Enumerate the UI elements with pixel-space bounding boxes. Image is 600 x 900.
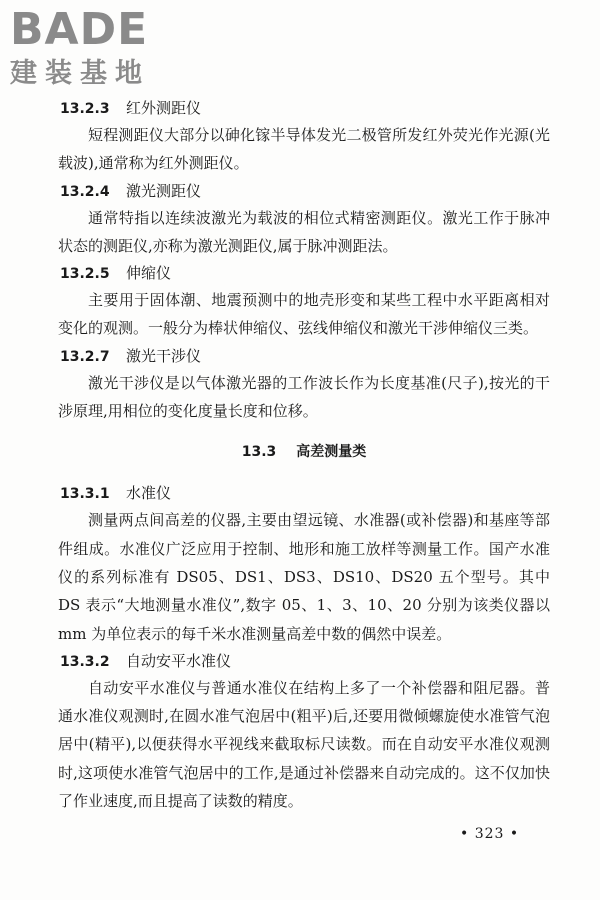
- paragraph: 通常特指以连续波激光为载波的相位式精密测距仪。激光工作于脉冲状态的测距仪,亦称为激光测距仪,属于脉冲测距法。: [58, 208, 550, 255]
- paragraph: 主要用于固体潮、地震预测中的地壳形变和某些工程中水平距离相对变化的观测。一般分为棒状伸缩仪、弦线伸缩仪和激光干涉伸缩仪三类。: [58, 291, 550, 338]
- paragraph: 短程测距仪大部分以砷化镓半导体发光二极管所发红外荧光作光源(光载波),通常称为红外测距仪。: [58, 126, 550, 173]
- section-heading: [60, 95, 550, 121]
- logo: [8, 4, 178, 92]
- logo-subtitle: 建装基地: [10, 58, 150, 89]
- section-heading: [60, 260, 550, 286]
- page-number: • 323 •: [460, 826, 520, 842]
- section-number: 13.2.7: [60, 348, 110, 365]
- paragraph: 自动安平水准仪与普通水准仪在结构上多了一个补偿器和阻尼器。普通水准仪观测时,在圆水准气泡居中(粗平)后,还要用微倾螺旋使水准管气泡居中(精平),以便获得水平视线来截取标尺读数。而在自动安平水准仪观测时,这项使水准管气泡居中的工作,是通过补偿器来自动完成的。这不仅加快了作业速度,而且提高了读数的精度。: [58, 678, 550, 811]
- section-title: 激光干涉仪: [126, 346, 202, 365]
- page-content: [58, 95, 550, 815]
- section-title: 伸缩仪: [126, 264, 172, 283]
- section-number: 13.2.4: [60, 183, 110, 200]
- section-title: 自动安平水准仪: [126, 651, 232, 670]
- section-heading: [60, 480, 550, 506]
- section-title: 红外测距仪: [126, 99, 202, 117]
- chapter-number: 13.3: [241, 444, 277, 461]
- logo-brand: BADE: [10, 4, 149, 55]
- section-number: 13.3.2: [60, 653, 110, 670]
- section-heading: [60, 648, 550, 674]
- paragraph: 激光干涉仪是以气体激光器的工作波长作为长度基准(尺子),按光的干涉原理,用相位的变化度量长度和位移。: [58, 373, 550, 421]
- section-heading: [60, 343, 550, 369]
- section-number: 13.2.5: [60, 266, 110, 283]
- section-number: 13.2.3: [60, 101, 110, 117]
- section-title: 水准仪: [126, 484, 172, 503]
- section-title: 激光测距仪: [126, 181, 202, 200]
- section-number: 13.3.1: [60, 486, 110, 503]
- chapter-heading: [58, 439, 550, 464]
- section-heading: [60, 178, 550, 204]
- paragraph: 测量两点间高差的仪器,主要由望远镜、水准器(或补偿器)和基座等部件组成。水准仪广泛应用于控制、地形和施工放样等测量工作。国产水准仪的系列标准有 DS05、DS1、DS3、DS10、DS20 五个型号。其中 DS 表示“大地测量水准仪”,数字 05、1、3、10、20 分别为该类仪器以 mm 为单位表示的每千米水准测量高差中数的偶然中误差。: [58, 511, 550, 643]
- chapter-title: 高差测量类: [296, 444, 367, 461]
